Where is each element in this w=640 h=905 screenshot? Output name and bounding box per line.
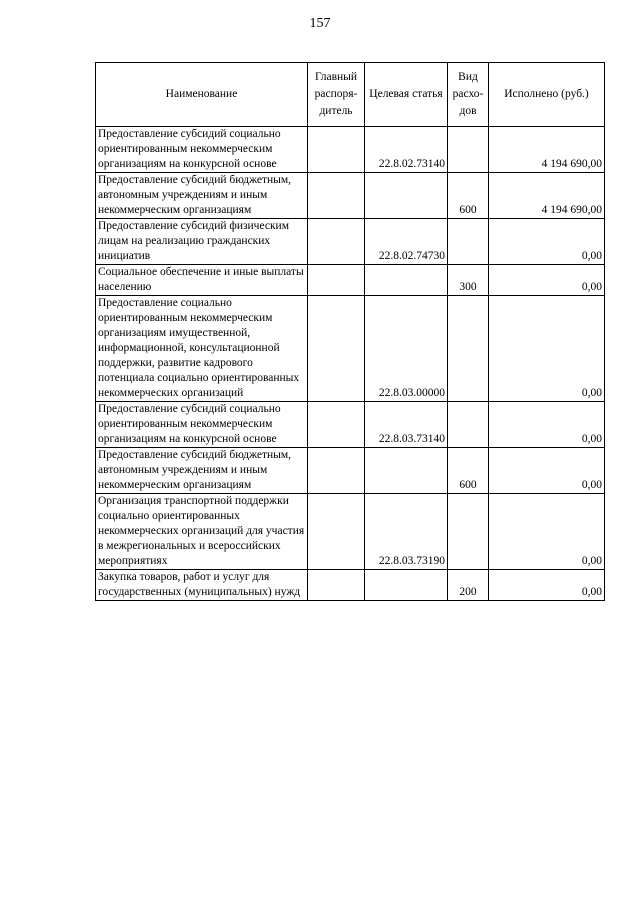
cell-article: 22.8.03.73190 (365, 494, 448, 570)
table-row (96, 296, 605, 402)
cell-name: Предоставление субсидий бюджетным, автономным учреждениям и иным некоммерческим организациям (96, 448, 308, 494)
header-name: Наименование (96, 63, 308, 127)
cell-grbs (308, 494, 365, 570)
cell-kind (448, 296, 489, 402)
cell-article: 22.8.03.73140 (365, 402, 448, 448)
cell-amount: 0,00 (489, 296, 605, 402)
table-row (96, 127, 605, 173)
cell-amount: 4 194 690,00 (489, 173, 605, 219)
page-number: 157 (309, 16, 331, 31)
header-amount: Исполнено (руб.) (489, 63, 605, 127)
cell-grbs (308, 127, 365, 173)
cell-amount: 0,00 (489, 219, 605, 265)
cell-article (365, 448, 448, 494)
cell-name: Предоставление субсидий физическим лицам на реализацию гражданских инициатив (96, 219, 308, 265)
table-row (96, 265, 605, 296)
cell-grbs (308, 570, 365, 601)
cell-amount: 0,00 (489, 494, 605, 570)
table-row (96, 448, 605, 494)
cell-kind (448, 219, 489, 265)
cell-article: 22.8.02.73140 (365, 127, 448, 173)
cell-name: Предоставление субсидий социально ориентированным некоммерческим организациям на конкурсной основе (96, 402, 308, 448)
cell-grbs (308, 296, 365, 402)
table-row (96, 494, 605, 570)
cell-amount: 0,00 (489, 570, 605, 601)
header-kind: Вид расхо-дов (448, 63, 489, 127)
cell-amount: 0,00 (489, 265, 605, 296)
cell-amount: 4 194 690,00 (489, 127, 605, 173)
cell-amount: 0,00 (489, 402, 605, 448)
cell-grbs (308, 402, 365, 448)
cell-grbs (308, 173, 365, 219)
cell-name: Закупка товаров, работ и услуг для государственных (муниципальных) нужд (96, 570, 308, 601)
cell-kind: 600 (448, 448, 489, 494)
table-row (96, 173, 605, 219)
table-header-row (96, 63, 605, 127)
cell-name: Предоставление субсидий социально ориентированным некоммерческим организациям на конкурсной основе (96, 127, 308, 173)
cell-kind (448, 494, 489, 570)
cell-name: Социальное обеспечение и иные выплаты населению (96, 265, 308, 296)
cell-kind (448, 127, 489, 173)
table-row (96, 402, 605, 448)
cell-name: Организация транспортной поддержки социально ориентированных некоммерческих организаций для участия в межрегиональных и всероссийских мероприятиях (96, 494, 308, 570)
cell-kind: 600 (448, 173, 489, 219)
cell-article (365, 173, 448, 219)
cell-name: Предоставление субсидий бюджетным, автономным учреждениям и иным некоммерческим организациям (96, 173, 308, 219)
cell-kind (448, 402, 489, 448)
cell-article (365, 265, 448, 296)
budget-table (95, 62, 605, 601)
cell-article: 22.8.03.00000 (365, 296, 448, 402)
cell-grbs (308, 219, 365, 265)
cell-article (365, 570, 448, 601)
cell-kind: 300 (448, 265, 489, 296)
cell-name: Предоставление социально ориентированным некоммерческим организациям имущественной, информационной, консультационной поддержки, развитие кадрового потенциала социально ориентированных некоммерческих организаций (96, 296, 308, 402)
table-row (96, 219, 605, 265)
header-grbs: Главный распоря-дитель (308, 63, 365, 127)
cell-grbs (308, 448, 365, 494)
cell-kind: 200 (448, 570, 489, 601)
cell-article: 22.8.02.74730 (365, 219, 448, 265)
header-article: Целевая статья (365, 63, 448, 127)
table-row (96, 570, 605, 601)
cell-amount: 0,00 (489, 448, 605, 494)
cell-grbs (308, 265, 365, 296)
